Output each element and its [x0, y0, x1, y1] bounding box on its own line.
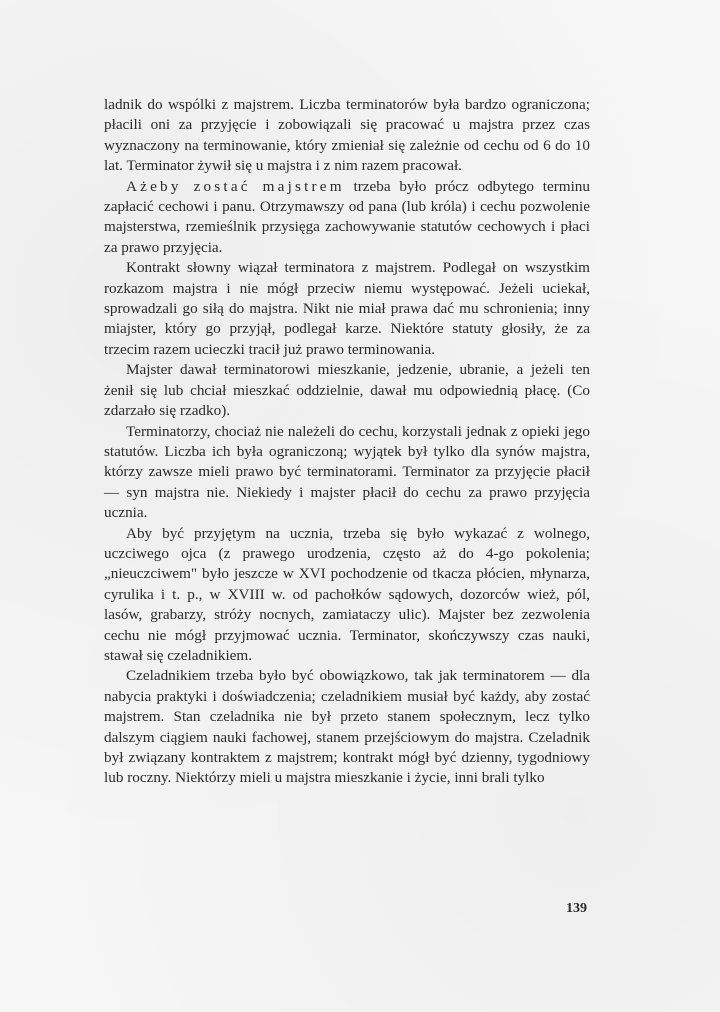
- paragraph-7: Czeladnikiem trzeba było być obowiązkowo, tak jak terminatorem — dla nabycia praktyki i doświadczenia; czeladnikiem musiał być każdy, aby zostać majstrem. Stan czeladnika nie był przeto stanem społecznym, lecz tylko dalszym ciągiem nauki fachowej, stanem przejściowym do majstra. Czeladnik był związany kontraktem z majstrem; kontrakt mógł być dzienny, tygodniowy lub roczny. Niektórzy mieli u majstra mieszkanie i życie, inni brali tylko: [104, 667, 590, 787]
- paragraph-2: [104, 177, 590, 259]
- paragraph-2-body: trzeba było prócz odbytego terminu zapłacić cechowi i panu. Otrzymawszy od pana (lub króla) i cechu pozwolenie majsterstwa, rzemieślnik przysięga zachowywanie statutów cechowych i płaci za prawo przyjęcia.: [104, 177, 590, 256]
- body-text: [104, 95, 590, 789]
- spaced-lead-phrase: Ażeby zostać majstrem: [126, 177, 345, 195]
- page-number: 139: [566, 901, 587, 916]
- paragraph-1: ladnik do wspólki z majstrem. Liczba terminatorów była bardzo ograniczona; płacili oni za przyjęcie i zobowiązali się pracować u majstra przez czas wyznaczony na terminowanie, który zmieniał się zależnie od cechu od 6 do 10 lat. Terminator żywił się u majstra i z nim razem pracował.: [104, 96, 590, 175]
- paragraph-6: Aby być przyjętym na ucznia, trzeba się było wykazać z wolnego, uczciwego ojca (z prawego urodzenia, często aż do 4-go pokolenia; „nieuczciwem" było jeszcze w XVI pochodzenie od tkacza płócien, młynarza, cyrulika i t. p., w XVIII w. od pachołków sądowych, dozorców wież, pól, lasów, grabarzy, stróży nocnych, zamiataczy ulic). Majster bez zezwolenia cechu nie mógł przyjmować ucznia. Terminator, skończywszy czas nauki, stawał się czeladnikiem.: [104, 524, 590, 664]
- paragraph-4: Majster dawał terminatorowi mieszkanie, jedzenie, ubranie, a jeżeli ten żenił się lub chciał mieszkać oddzielnie, dawał mu odpowiednią płacę. (Co zdarzało się rzadko).: [104, 361, 590, 420]
- paragraph-5: Terminatorzy, chociaż nie należeli do cechu, korzystali jednak z opieki jego statutów. Liczba ich była ograniczoną; wyjątek był tylko dla synów majstra, którzy zawsze mieli prawo być terminatorami. Terminator za przyjęcie płacił — syn majstra nie. Niekiedy i majster płacił do cechu za prawo przyjęcia ucznia.: [104, 422, 590, 522]
- paragraph-3: Kontrakt słowny wiązał terminatora z majstrem. Podlegał on wszystkim rozkazom majstra i nie mógł przeciw niemu występować. Jeżeli uciekał, sprowadzali go siłą do majstra. Nikt nie miał prawa dać mu schronienia; inny miajster, który go przyjął, podlegał karze. Niektóre statuty głosiły, że za trzecim razem ucieczki tracił już prawo terminowania.: [104, 259, 590, 358]
